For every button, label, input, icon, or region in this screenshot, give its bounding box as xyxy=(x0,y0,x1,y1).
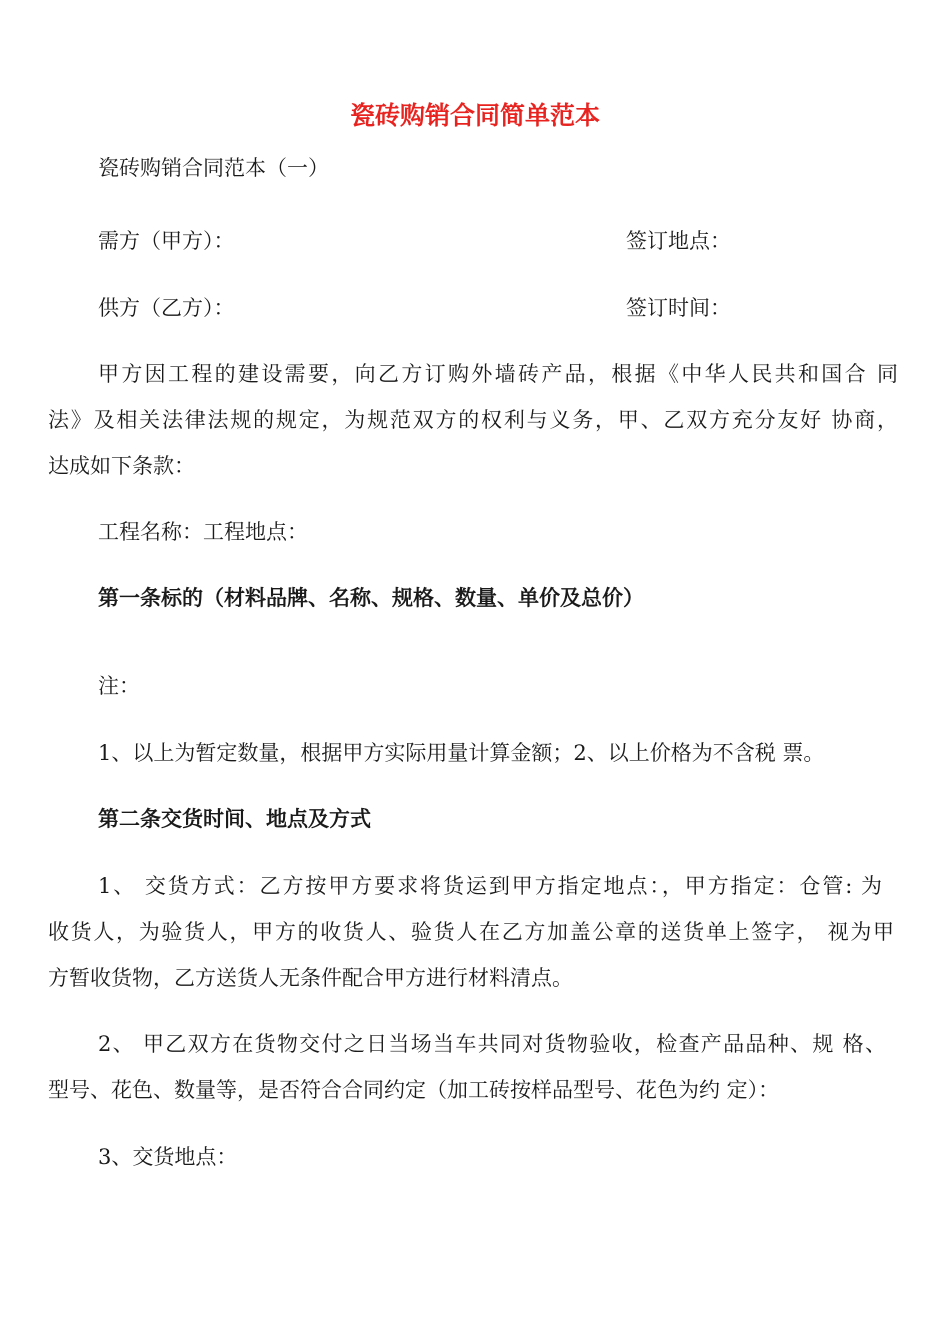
item-2-line-1: 2、 甲乙双方在货物交付之日当场当车共同对货物验收，检查产品品种、规 格、 xyxy=(98,1032,886,1056)
item-1-line-1: 1、 交货方式：乙方按甲方要求将货运到甲方指定地点：，甲方指定：仓管: 为 xyxy=(98,874,882,898)
item-1-line-2: 收货人，为验货人，甲方的收货人、验货人在乙方加盖公章的送货单上签字， 视为甲 xyxy=(48,920,895,944)
item-1-line-3: 方暂收货物，乙方送货人无条件配合甲方进行材料清点。 xyxy=(48,966,573,990)
item-3-line: 3、交货地点： xyxy=(98,1145,238,1169)
item-2-line-2: 型号、花色、数量等，是否符合合同约定（加工砖按样品型号、花色为约 定）： xyxy=(48,1078,780,1102)
intro-line-1: 甲方因工程的建设需要，向乙方订购外墙砖产品，根据《中华人民共和国合 同 xyxy=(98,362,898,386)
sign-time-label: 签订时间： xyxy=(626,296,731,320)
sign-place-label: 签订地点： xyxy=(626,229,731,253)
party-a-label: 需方（甲方）： xyxy=(98,229,235,253)
contract-subtitle: 瓷砖购销合同范本（一） xyxy=(98,156,329,180)
intro-line-3: 达成如下条款： xyxy=(48,454,195,478)
intro-line-2: 法》及相关法律法规的规定，为规范双方的权利与义务，甲、乙双方充分友好 协商， xyxy=(48,408,898,432)
article-2-heading: 第二条交货时间、地点及方式 xyxy=(98,806,371,831)
party-b-label: 供方（乙方）： xyxy=(98,296,235,320)
note-label: 注： xyxy=(98,674,140,698)
document-title: 瓷砖购销合同简单范本 xyxy=(349,101,600,130)
note-text: 1、以上为暂定数量，根据甲方实际用量计算金额；2、以上价格为不含税 票。 xyxy=(98,741,825,765)
project-line: 工程名称：工程地点： xyxy=(98,520,308,544)
article-1-heading: 第一条标的（材料品牌、名称、规格、数量、单价及总价） xyxy=(98,585,644,610)
